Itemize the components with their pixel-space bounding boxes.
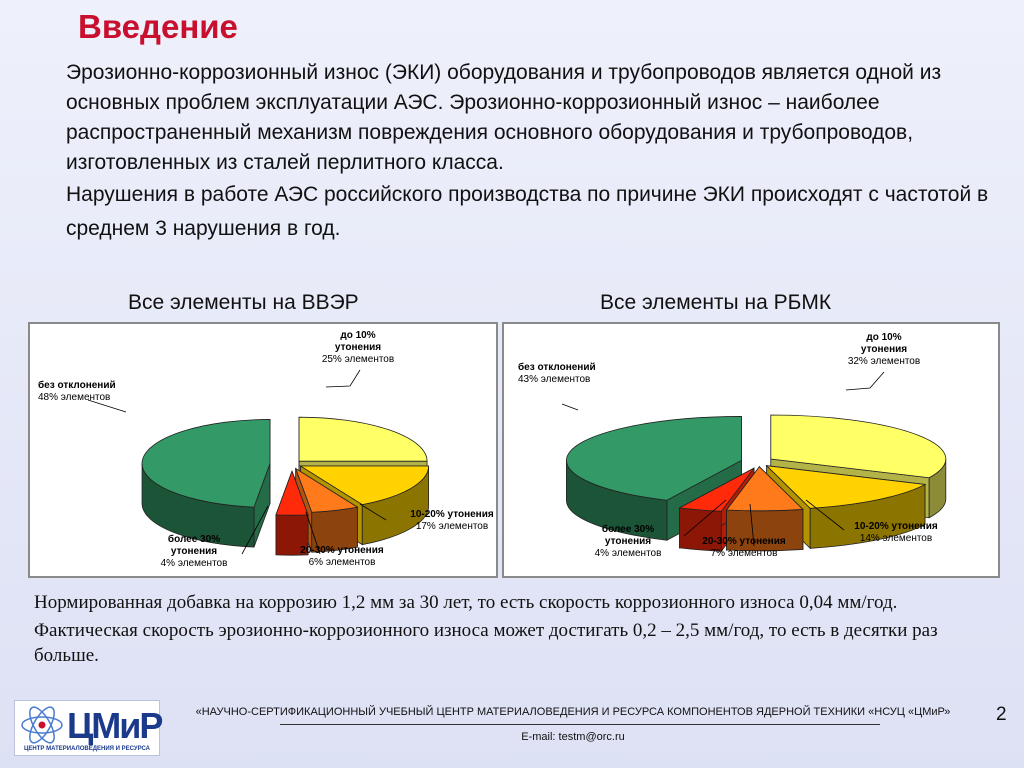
label-no-deviation: [38, 379, 116, 403]
logo: [14, 700, 160, 756]
label-value-upto10: 25% элементов: [321, 354, 395, 365]
intro-paragraph-2: Нарушения в работе АЭС российского производства по причине ЭКИ происходят с частотой в среднем 3 нарушения в год.: [66, 183, 989, 240]
footer-email: E-mail: testm@orc.ru: [521, 731, 625, 743]
atom-icon: [19, 705, 65, 745]
slice-upto10: [299, 417, 427, 461]
label-value-10-20: 14% элементов: [859, 533, 933, 544]
note-1: Нормированная добавка на коррозию 1,2 мм за 30 лет, то есть скорость коррозионного износа 0,04 мм/год.: [34, 592, 898, 613]
label-name-10-20: 10-20% утонения: [854, 521, 938, 532]
label-name-20-30: 20-30% утонения: [300, 545, 384, 556]
label-name-20-30: 20-30% утонения: [702, 536, 786, 547]
pie-chart-rbmk-svg: [504, 324, 998, 576]
label-name-upto10: до 10% утонения: [334, 330, 382, 353]
footer-divider: [280, 724, 880, 725]
note-2: Фактическая скорость эрозионно-коррозионного износа может достигать 0,2 – 2,5 мм/год, то есть в десятки раз больше.: [34, 620, 938, 666]
chart-vver: [28, 322, 498, 578]
label-name-over30: более 30% утонения: [601, 524, 655, 547]
leader-line-upto10: [846, 372, 884, 390]
pie-chart-vver-svg: [30, 324, 496, 576]
chart-rbmk: [502, 322, 1000, 578]
label-value-over30: 4% элементов: [160, 558, 228, 569]
label-upto10: [848, 332, 920, 367]
logo-text: ЦМиР: [67, 705, 162, 746]
label-value-20-30: 6% элементов: [308, 557, 376, 568]
label-value-upto10: 32% элементов: [847, 356, 921, 367]
notes: [34, 590, 994, 671]
leader-line-no-deviation: [562, 404, 578, 410]
leader-line-upto10: [326, 370, 360, 387]
label-value-no-deviation: 43% элементов: [518, 374, 591, 385]
intro-text: [66, 58, 996, 246]
chart-title-rbmk: Все элементы на РБМК: [600, 291, 832, 314]
label-value-over30: 4% элементов: [594, 548, 662, 559]
label-value-10-20: 17% элементов: [415, 521, 489, 532]
slide-title: Введение: [78, 8, 238, 45]
footer-org: «НАУЧНО-СЕРТИФИКАЦИОННЫЙ УЧЕБНЫЙ ЦЕНТР МАТЕРИАЛОВЕДЕНИЯ И РЕСУРСА КОМПОНЕНТОВ ЯДЕРНОЙ ТЕХНИКИ «НСУЦ «ЦМиР»: [195, 706, 951, 718]
chart-title-vver: Все элементы на ВВЭР: [128, 291, 359, 314]
label-10-20: [854, 521, 938, 544]
logo-caption: ЦЕНТР МАТЕРИАЛОВЕДЕНИЯ И РЕСУРСА: [24, 746, 150, 752]
label-over30: [595, 523, 662, 559]
page-number: 2: [996, 704, 1007, 725]
label-value-20-30: 7% элементов: [710, 548, 778, 559]
label-20-30: [300, 545, 384, 568]
label-no-deviation: [518, 361, 596, 385]
label-name-no-deviation: без отклонений: [38, 380, 116, 391]
label-upto10: [322, 330, 394, 365]
label-name-upto10: до 10% утонения: [860, 332, 908, 355]
label-value-no-deviation: 48% элементов: [38, 392, 111, 403]
label-20-30: [702, 536, 786, 559]
label-name-over30: более 30% утонения: [167, 534, 221, 557]
label-name-10-20: 10-20% утонения: [410, 509, 494, 520]
label-name-no-deviation: без отклонений: [518, 362, 596, 373]
label-10-20: [410, 509, 494, 532]
label-over30: [161, 533, 228, 569]
intro-paragraph-1: Эрозионно-коррозионный износ (ЭКИ) оборудования и трубопроводов является одной из основных проблем эксплуатации АЭС. Эрозионно-коррозионный износ – наиболее распространенный механизм повреждения основного оборудования и трубопроводов, изготовленных из сталей перлитного класса.: [66, 61, 942, 174]
